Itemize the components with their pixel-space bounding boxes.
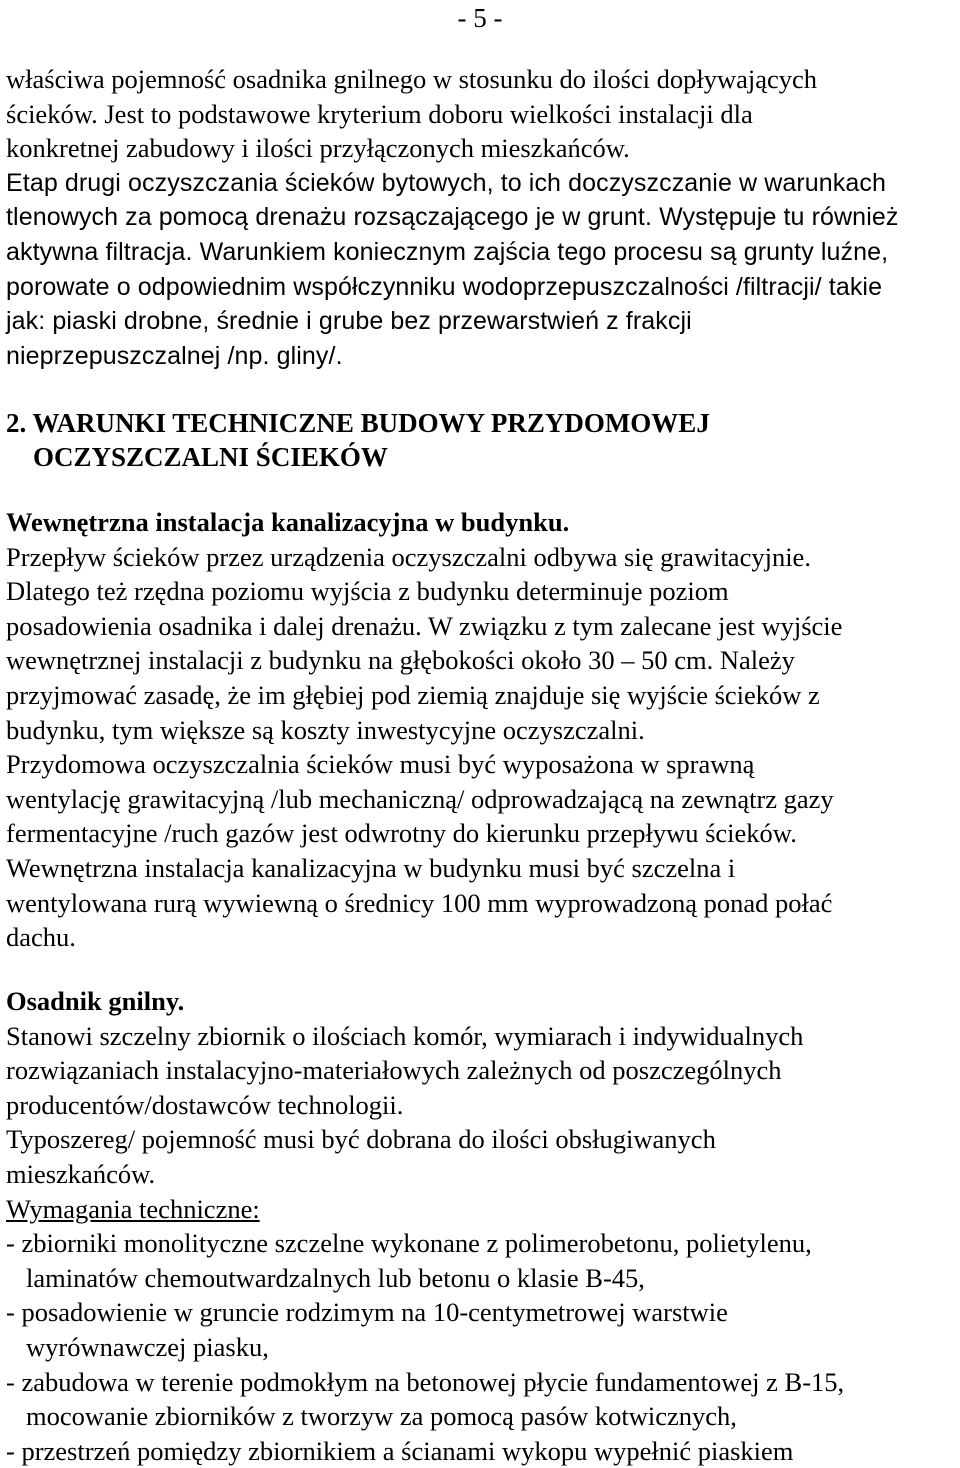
subheading: Wewnętrzna instalacja kanalizacyjna w budynku. (6, 507, 570, 537)
text-line: Przydomowa oczyszczalnia ścieków musi być wyposażona w sprawną (6, 749, 755, 780)
text-line: porowate o odpowiednim współczynniku wodoprzepuszczalności /filtracji/ takie (6, 272, 883, 301)
text-line: jak: piaski drobne, średnie i grube bez przewarstwień z frakcji (6, 307, 692, 336)
text-line: aktywna filtracja. Warunkiem koniecznym zajścia tego procesu są grunty luźne, (6, 237, 889, 266)
list-item-continuation: laminatów chemoutwardzalnych lub betonu o klasie B-45, (26, 1262, 645, 1293)
text-line: wentylację grawitacyjną /lub mechaniczną/ odprowadzającą na zewnątrz gazy (6, 783, 834, 814)
section-heading-line: 2. WARUNKI TECHNICZNE BUDOWY PRZYDOMOWEJ (6, 408, 710, 438)
text-line: właściwa pojemność osadnika gnilnego w stosunku do ilości dopływających (6, 64, 818, 94)
section-heading-line: OCZYSZCZALNI ŚCIEKÓW (6, 442, 388, 472)
text-line: fermentacyjne /ruch gazów jest odwrotny do kierunku przepływu ścieków. (6, 818, 797, 849)
requirements-label: Wymagania techniczne: (6, 1193, 260, 1224)
list-item: - zabudowa w terenie podmokłym na betonowej płycie fundamentowej z B-15, (6, 1366, 845, 1397)
section-heading (6, 406, 954, 474)
text-line: nieprzepuszczalnej /np. gliny/. (6, 341, 343, 370)
text-line: wewnętrznej instalacji z budynku na głębokości około 30 – 50 cm. Należy (6, 645, 795, 676)
list-item: - zbiorniki monolityczne szczelne wykonane z polimerobetonu, polietylenu, (6, 1228, 812, 1259)
text-line: mieszkańców. (6, 1158, 156, 1189)
text-line: tlenowych za pomocą drenażu rozsączającego je w grunt. Występuje tu również (6, 203, 899, 232)
page-number: - 5 - (457, 3, 503, 33)
text-line: konkretnej zabudowy i ilości przyłączonych mieszkańców. (6, 133, 630, 164)
text-line: Etap drugi oczyszczania ścieków bytowych, to ich doczyszczanie w warunkach (6, 168, 887, 197)
intro-paragraph (6, 62, 954, 373)
text-line: budynku, tym większe są koszty inwestycyjne oczyszczalni. (6, 714, 645, 745)
subheading: Osadnik gnilny. (6, 986, 185, 1016)
text-line: Typoszereg/ pojemność musi być dobrana do ilości obsługiwanych (6, 1124, 716, 1155)
text-line: Dlatego też rzędna poziomu wyjścia z budynku determinuje poziom (6, 576, 729, 607)
text-line: rozwiązaniach instalacyjno-materiałowych zależnych od poszczególnych (6, 1055, 782, 1086)
list-item-continuation: mocowanie zbiorników z tworzyw za pomocą pasów kotwicznych, (26, 1401, 737, 1432)
text-line: Wewnętrzna instalacja kanalizacyjna w budynku musi być szczelna i (6, 852, 736, 883)
list-item: - przestrzeń pomiędzy zbiornikiem a ścianami wykopu wypełnić piaskiem (6, 1435, 794, 1466)
text-line: Stanowi szczelny zbiornik o ilościach komór, wymiarach i indywidualnych (6, 1020, 804, 1051)
list-item: - posadowienie w gruncie rodzimym na 10-centymetrowej warstwie (6, 1297, 728, 1328)
text-line: dachu. (6, 922, 76, 953)
section-body (6, 505, 954, 955)
osadnik-section (6, 984, 954, 1468)
text-line: posadowienia osadnika i dalej drenażu. W związku z tym zalecane jest wyjście (6, 610, 843, 641)
text-line: przyjmować zasadę, że im głębiej pod ziemią znajduje się wyjście ścieków z (6, 679, 820, 710)
text-line: producentów/dostawców technologii. (6, 1089, 404, 1120)
text-line: Przepływ ścieków przez urządzenia oczyszczalni odbywa się grawitacyjnie. (6, 541, 811, 572)
text-line: wentylowana rurą wywiewną o średnicy 100 mm wyprowadzoną ponad połać (6, 887, 833, 918)
list-item-continuation: wyrównawczej piasku, (26, 1331, 269, 1362)
text-line: ścieków. Jest to podstawowe kryterium doboru wielkości instalacji dla (6, 98, 753, 129)
